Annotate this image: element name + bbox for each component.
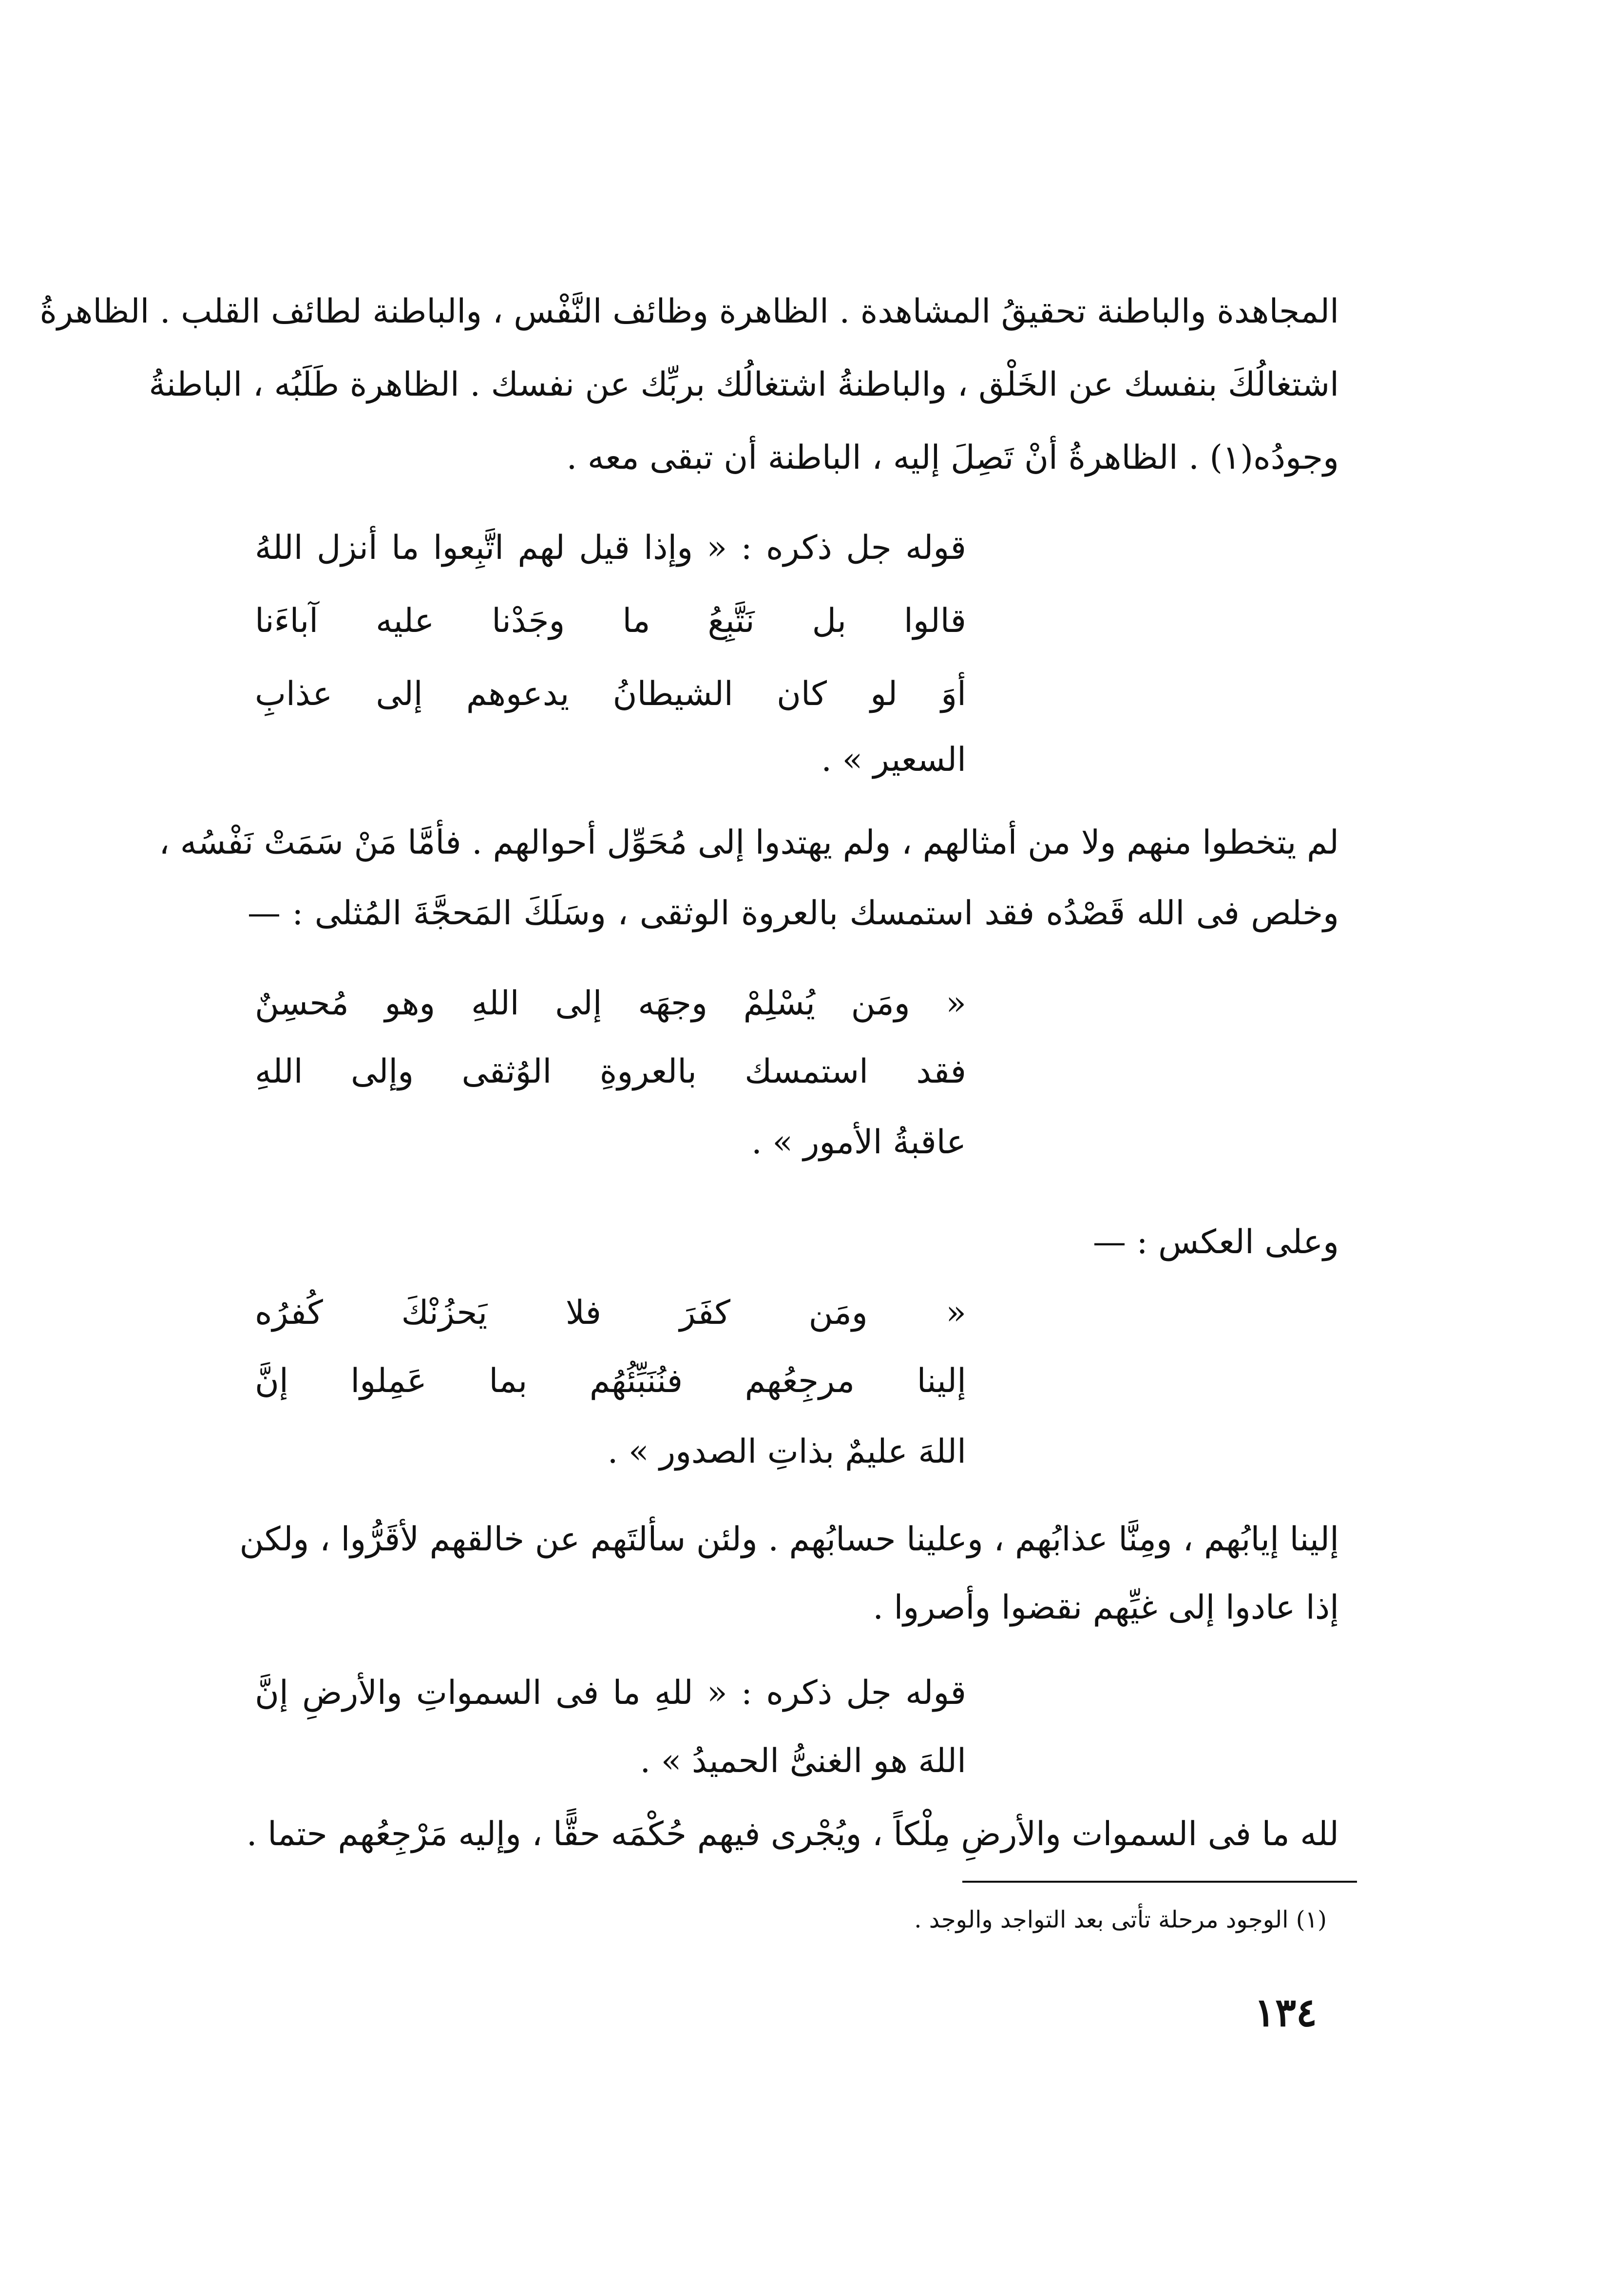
verse-1-line-3: أوَ لو كان الشيطانُ يدعوهم إلى عذابِ [255, 675, 966, 713]
verse-2-line-3: عاقبةُ الأمور » . [751, 1123, 966, 1162]
paragraph-3-line-1: إلينا إيابُهم ، ومِنَّا عذابُهم ، وعلينا حسابُهم . ولئن سألتَهم عن خالقهم لأقَرُّوا ، ولكن [239, 1520, 1339, 1559]
verse-1-line-2: قالوا بل نَتَّبِعُ ما وجَدْنا عليه آباءَنا [255, 602, 966, 640]
verse-1-line-1: قوله جل ذكره : « وإذا قيل لهم اتَّبِعوا ما أنزل اللهُ [255, 529, 966, 567]
paragraph-2-line-2: وخلص فى الله قَصْدُه فقد استمسك بالعروة الوثقى ، وسَلَكَ المَحجَّةَ المُثلى : — [248, 894, 1339, 933]
verse-3-line-1: « ومَن كفَرَ فلا يَحزُنْكَ كُفرُه [255, 1294, 966, 1332]
verse-3-line-2: إلينا مرجِعُهم فنُنَبِّئُهُم بما عَمِلوا إنَّ [255, 1362, 966, 1400]
paragraph-2-line-1: لم يتخطوا منهم ولا من أمثالهم ، ولم يهتدوا إلى مُحَوِّل أحوالهم . فأمَّا مَنْ سَمَتْ نَفْسُه ، [159, 823, 1339, 862]
paragraph-1-line-3: وجودُه(١) . الظاهرةُ أنْ تَصِلَ إليه ، الباطنة أن تبقى معه . [566, 439, 1339, 477]
verse-2-line-2: فقد استمسك بالعروةِ الوُثقى وإلى اللهِ [255, 1052, 966, 1091]
verse-3-line-3: اللهَ عليمٌ بذاتِ الصدور » . [607, 1432, 966, 1471]
paragraph-1-line-2: اشتغالُكَ بنفسك عن الخَلْق ، والباطنةُ اشتغالُك بربِّك عن نفسك . الظاهرة طَلَبُه ، الباطنةُ [149, 365, 1339, 404]
paragraph-3-line-2: إذا عادوا إلى غيِّهم نقضوا وأصروا . [873, 1588, 1339, 1627]
verse-4-line-2: اللهَ هو الغنىُّ الحميدُ » . [640, 1742, 966, 1780]
verse-1-line-4: السعير » . [821, 741, 966, 779]
verse-4-line-1: قوله جل ذكره : « للهِ ما فى السمواتِ والأرضِ إنَّ [255, 1674, 966, 1712]
verse-2-line-1: « ومَن يُسْلِمْ وجهَه إلى اللهِ وهو مُحسِنٌ [255, 984, 966, 1023]
footnote: (١) الوجود مرحلة تأتى بعد التواجد والوجد . [914, 1906, 1327, 1933]
page-number: ١٣٤ [1254, 1989, 1317, 2035]
footnote-separator [962, 1881, 1357, 1883]
transition-line: وعلى العكس : — [1092, 1223, 1339, 1261]
paragraph-4-line-1: لله ما فى السموات والأرضِ مِلْكاً ، ويُجْرى فيهم حُكْمَه حقًّا ، وإليه مَرْجِعُهم حتما . [246, 1815, 1339, 1853]
paragraph-1-line-1: المجاهدة والباطنة تحقيقُ المشاهدة . الظاهرة وظائف النَّفْس ، والباطنة لطائف القلب . الظاهرةُ [39, 292, 1339, 331]
